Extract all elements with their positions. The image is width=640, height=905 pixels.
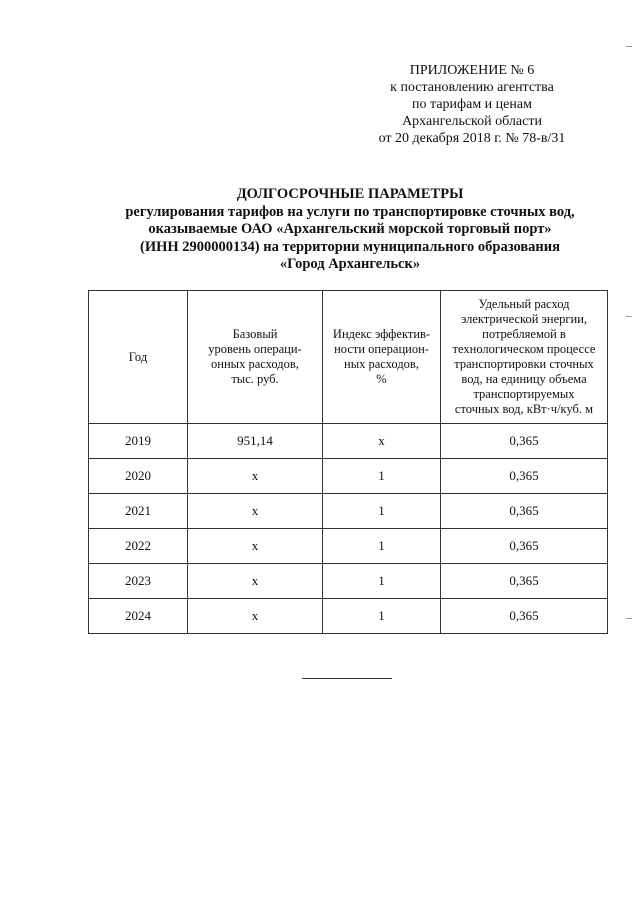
cell-year: 2024 bbox=[89, 599, 188, 634]
header-line: сточных вод, кВт·ч/куб. м bbox=[454, 402, 594, 416]
header-energy-consumption bbox=[441, 291, 608, 424]
cell-year: 2022 bbox=[89, 529, 188, 564]
header-line: Базовый bbox=[232, 327, 278, 341]
table-row bbox=[89, 424, 608, 459]
cell-efficiency-index: 1 bbox=[323, 459, 441, 494]
cell-efficiency-index: 1 bbox=[323, 529, 441, 564]
header-line: тыс. руб. bbox=[231, 372, 279, 386]
closing-divider bbox=[302, 678, 392, 679]
title-line: оказываемые ОАО «Архангельский морской торговый порт» bbox=[148, 221, 552, 237]
appendix-line: к постановлению агентства bbox=[390, 80, 554, 95]
header-line: транспортируемых bbox=[473, 387, 575, 401]
appendix-date: от 20 декабря 2018 г. № 78-в/31 bbox=[378, 131, 566, 146]
title-line: (ИНН 2900000134) на территории муниципального образования bbox=[140, 238, 560, 255]
appendix-line: Архангельской области bbox=[402, 114, 542, 129]
header-line: ных расходов, bbox=[344, 357, 419, 371]
cell-year: 2023 bbox=[89, 564, 188, 599]
header-line: уровень операци- bbox=[208, 342, 302, 356]
table-row bbox=[89, 599, 608, 634]
cell-energy-consumption: 0,365 bbox=[441, 459, 608, 494]
cell-year: 2020 bbox=[89, 459, 188, 494]
appendix-line: по тарифам и ценам bbox=[412, 97, 532, 112]
cell-year: 2019 bbox=[89, 424, 188, 459]
document-title bbox=[60, 186, 640, 274]
header-line: вод, на единицу объема bbox=[461, 372, 587, 386]
header-line: онных расходов, bbox=[211, 357, 299, 371]
parameters-table bbox=[88, 290, 608, 634]
header-line: транспортировки сточных bbox=[454, 357, 594, 371]
appendix-number: ПРИЛОЖЕНИЕ № 6 bbox=[409, 63, 535, 78]
cell-efficiency-index: 1 bbox=[323, 564, 441, 599]
header-line: Удельный расход bbox=[478, 297, 570, 311]
cell-base-opex: х bbox=[188, 494, 323, 529]
cell-efficiency-index: 1 bbox=[323, 494, 441, 529]
header-base-opex bbox=[188, 291, 323, 424]
header-line: % bbox=[376, 372, 387, 386]
table-header-row bbox=[89, 291, 608, 424]
table-row bbox=[89, 529, 608, 564]
cell-base-opex: х bbox=[188, 599, 323, 634]
title-line: «Город Архангельск» bbox=[279, 256, 421, 272]
appendix-block bbox=[330, 62, 614, 147]
header-line: ности операцион- bbox=[334, 342, 429, 356]
scan-edge-mark bbox=[626, 46, 632, 47]
table-row bbox=[89, 494, 608, 529]
title-heading: ДОЛГОСРОЧНЫЕ ПАРАМЕТРЫ bbox=[236, 186, 464, 202]
header-line: Год bbox=[128, 349, 148, 364]
header-line: Индекс эффектив- bbox=[332, 327, 431, 341]
cell-energy-consumption: 0,365 bbox=[441, 494, 608, 529]
cell-efficiency-index: 1 bbox=[323, 599, 441, 634]
header-line: потребляемой в bbox=[482, 327, 566, 341]
title-line: регулирования тарифов на услуги по транспортировке сточных вод, bbox=[125, 203, 575, 220]
table-row bbox=[89, 564, 608, 599]
cell-energy-consumption: 0,365 bbox=[441, 599, 608, 634]
cell-energy-consumption: 0,365 bbox=[441, 529, 608, 564]
cell-efficiency-index: х bbox=[323, 424, 441, 459]
scan-edge-mark bbox=[626, 618, 632, 619]
cell-base-opex: х bbox=[188, 564, 323, 599]
cell-year: 2021 bbox=[89, 494, 188, 529]
table-row bbox=[89, 459, 608, 494]
header-line: технологическом процессе bbox=[452, 342, 596, 356]
cell-base-opex: х bbox=[188, 459, 323, 494]
cell-base-opex: х bbox=[188, 529, 323, 564]
header-line: электрической энергии, bbox=[460, 312, 588, 326]
scan-edge-mark bbox=[626, 316, 632, 317]
cell-energy-consumption: 0,365 bbox=[441, 564, 608, 599]
cell-base-opex: 951,14 bbox=[188, 424, 323, 459]
header-year bbox=[89, 291, 188, 424]
header-efficiency-index bbox=[323, 291, 441, 424]
cell-energy-consumption: 0,365 bbox=[441, 424, 608, 459]
